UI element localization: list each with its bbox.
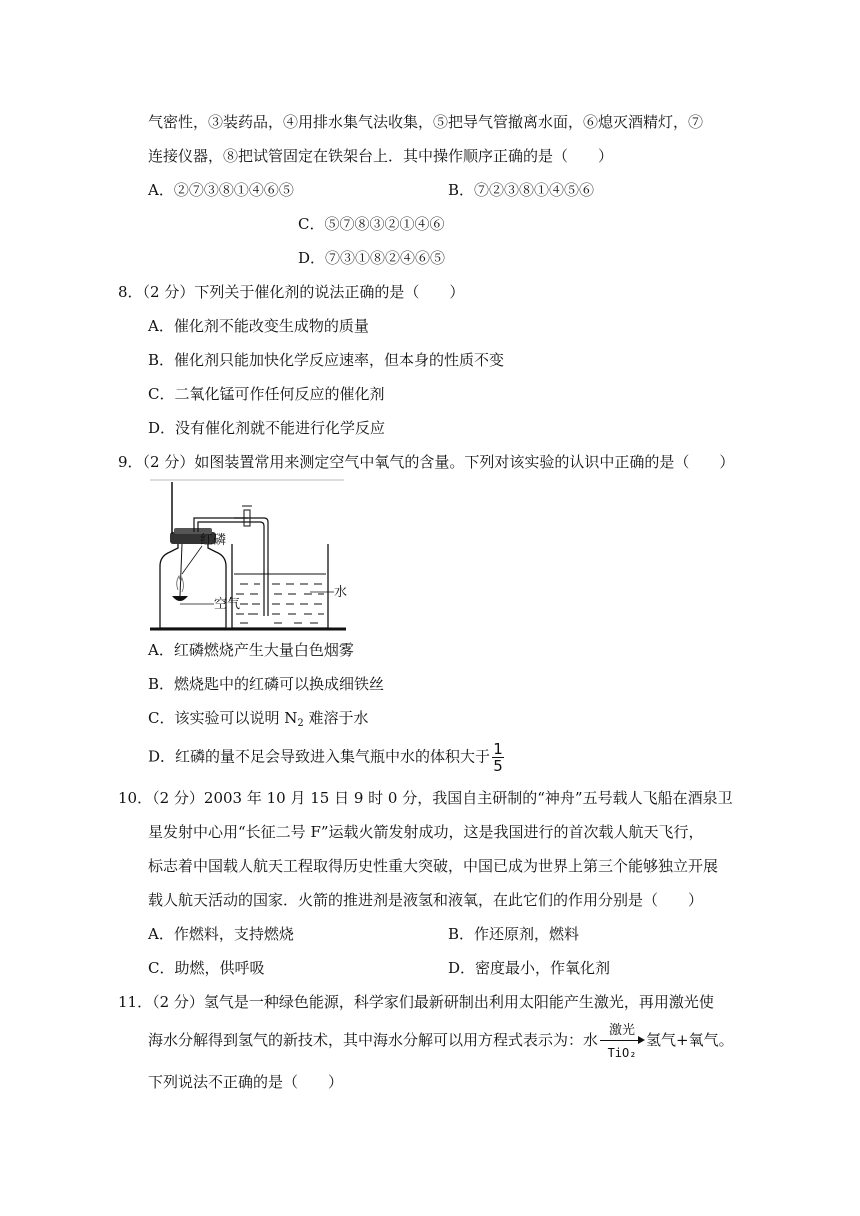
q9-option-c-text-end: 难溶于水 (303, 709, 369, 727)
q11-text-line-2 (148, 1023, 734, 1060)
q7-option-d[interactable]: D．⑦③①⑧②④⑥⑤ (298, 249, 446, 267)
q10-option-b[interactable]: B．作还原剂，燃料 (448, 925, 580, 943)
q7-option-b[interactable]: B．⑦②③⑧①④⑤⑥ (448, 181, 595, 199)
q8-option-b[interactable]: B．催化剂只能加快化学反应速率，但本身的性质不变 (148, 351, 505, 369)
fraction-one-fifth (492, 742, 504, 773)
q10-text-line-3: 标志着中国载人航天工程取得历史性重大突破，中国已成为世界上第三个能够独立开展 (148, 857, 719, 875)
q7-text-line-2: 连接仪器，⑧把试管固定在铁架台上．其中操作顺序正确的是（ ） (148, 147, 614, 165)
q9-option-d[interactable] (148, 742, 504, 773)
reaction-arrow-condition-top: 激光 (609, 1023, 636, 1038)
fraction-numerator: 1 (493, 740, 503, 758)
q9-option-c-text: C．该实验可以说明 N (148, 709, 298, 727)
reaction-arrow-catalyst: TiO₂ (607, 1046, 637, 1060)
q9-option-b[interactable]: B．燃烧匙中的红磷可以换成细铁丝 (148, 675, 385, 693)
reaction-arrow (598, 1023, 646, 1060)
q9-option-c[interactable] (148, 708, 369, 734)
q9-option-a[interactable]: A．红磷燃烧产生大量白色烟雾 (148, 641, 354, 659)
q10-option-a[interactable]: A．作燃料，支持燃烧 (148, 925, 294, 943)
fraction-denominator: 5 (493, 757, 503, 775)
q8-stem: 8．（2 分）下列关于催化剂的说法正确的是（ ） (118, 283, 465, 301)
q7-text-line-1: 气密性，③装药品，④用排水集气法收集，⑤把导气管撤离水面，⑥熄灭酒精灯，⑦ (148, 113, 704, 131)
q10-text-line-1: 10．（2 分）2003 年 10 月 15 日 9 时 0 分，我国自主研制的“神舟”五号载人飞船在酒泉卫 (118, 789, 733, 807)
q10-text-line-2: 星发射中心用“长征二号 F”运载火箭发射成功，这是我国进行的首次载人航天飞行， (148, 823, 704, 841)
q8-option-d[interactable]: D．没有催化剂就不能进行化学反应 (148, 419, 386, 437)
q9-option-d-text: D．红磷的量不足会导致进入集气瓶中水的体积大于 (148, 747, 491, 766)
q11-equation-products: 氢气+氧气。 (646, 1031, 734, 1049)
q10-text-line-4: 载人航天活动的国家．火箭的推进剂是液氢和液氧，在此它们的作用分别是（ ） (148, 891, 704, 909)
q10-option-d[interactable]: D．密度最小，作氧化剂 (448, 959, 611, 977)
label-red-phosphorus: 红磷 (200, 533, 227, 548)
label-water: 水 (334, 585, 348, 600)
q10-option-c[interactable]: C．助燃，供呼吸 (148, 959, 265, 977)
q7-option-c[interactable]: C．⑤⑦⑧③②①④⑥ (298, 215, 445, 233)
q8-option-c[interactable]: C．二氧化锰可作任何反应的催化剂 (148, 385, 385, 403)
q11-text-line-3: 下列说法不正确的是（ ） (148, 1073, 344, 1091)
q9-option-c-subscript: 2 (297, 718, 304, 729)
q11-text-line-1: 11．（2 分）氢气是一种绿色能源，科学家们最新研制出利用太阳能产生激光，再用激光使 (118, 993, 714, 1011)
q7-option-a[interactable]: A．②⑦③⑧①④⑥⑤ (148, 181, 294, 199)
label-air: 空气 (214, 597, 241, 612)
q9-apparatus-figure (148, 478, 348, 632)
q11-equation-prefix: 海水分解得到氢气的新技术，其中海水分解可以用方程式表示为：水 (148, 1031, 599, 1049)
q9-stem: 9．（2 分）如图装置常用来测定空气中氧气的含量。下列对该实验的认识中正确的是（ ） (118, 453, 735, 471)
q8-option-a[interactable]: A．催化剂不能改变生成物的质量 (148, 317, 369, 335)
